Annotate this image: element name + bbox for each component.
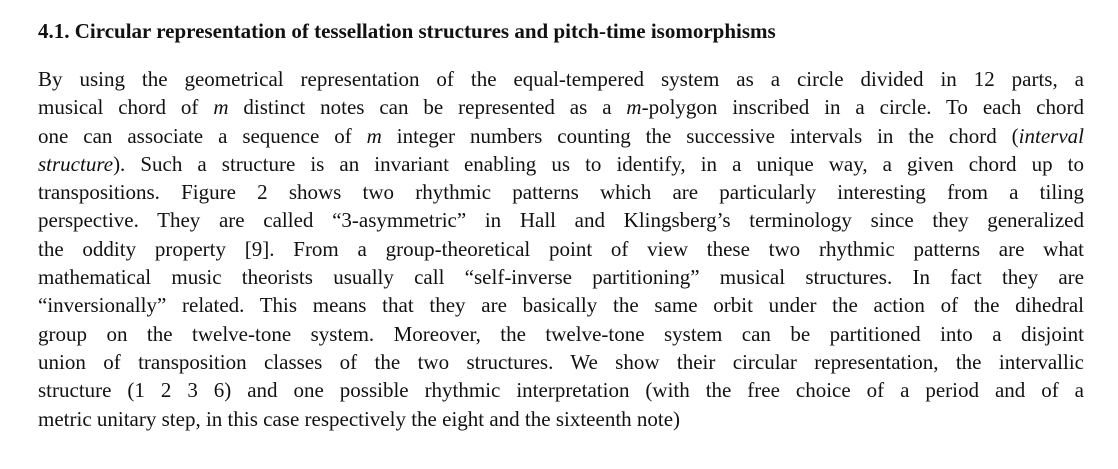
text-run: distinct notes can be represented as a bbox=[228, 95, 627, 120]
text-run: “inversionally” related. This means that they are basically the same orbit under the action of the dihedral bbox=[38, 293, 1084, 318]
text-run: group on the twelve-tone system. Moreover, the twelve-tone system can be partitioned into a disjoint bbox=[38, 321, 1084, 346]
italic-text: structure bbox=[38, 151, 114, 176]
text-run: -polygon inscribed in a circle. To each chord bbox=[641, 95, 1084, 120]
body-paragraph bbox=[38, 65, 1084, 433]
italic-text: m bbox=[626, 95, 642, 120]
paragraph-line bbox=[38, 348, 1084, 376]
text-run: the oddity property [9]. From a group-theoretical point of view these two rhythmic patterns are what bbox=[38, 236, 1084, 261]
text-run: By using the geometrical representation of the equal-tempered system as a circle divided in 12 parts, a bbox=[38, 67, 1084, 91]
paper-page bbox=[38, 16, 1084, 433]
paragraph-line bbox=[38, 235, 1084, 263]
text-run: structure (1 2 3 6) and one possible rhythmic interpretation (with the free choice of a period and of a bbox=[38, 378, 1084, 403]
paragraph-line bbox=[38, 291, 1084, 319]
paragraph-line bbox=[38, 263, 1084, 291]
italic-text: m bbox=[366, 123, 382, 148]
paragraph-line bbox=[38, 178, 1084, 206]
paragraph-line bbox=[38, 65, 1084, 93]
text-run: union of transposition classes of the two structures. We show their circular representation, the intervallic bbox=[38, 349, 1084, 374]
paragraph-line bbox=[38, 320, 1084, 348]
text-run: integer numbers counting the successive intervals in the chord ( bbox=[381, 123, 1019, 148]
italic-text: m bbox=[213, 95, 229, 120]
text-run: ). Such a structure is an invariant enabling us to identify, in a unique way, a given chord up to bbox=[113, 151, 1084, 176]
section-heading: 4.1. Circular representation of tessellation structures and pitch-time isomorphisms bbox=[38, 19, 776, 43]
paragraph-line bbox=[38, 405, 1084, 433]
text-run: mathematical music theorists usually call “self-inverse partitioning” musical structures. In fact they are bbox=[38, 265, 1084, 290]
text-run: musical chord of bbox=[38, 95, 214, 120]
paragraph-line bbox=[38, 206, 1084, 234]
paragraph-line bbox=[38, 150, 1084, 178]
paragraph-line bbox=[38, 93, 1084, 121]
text-run: transpositions. Figure 2 shows two rhythmic patterns which are particularly interesting from a tiling bbox=[38, 180, 1084, 205]
italic-text: interval bbox=[1018, 123, 1084, 148]
text-run: metric unitary step, in this case respectively the eight and the sixteenth note) bbox=[38, 406, 681, 431]
text-run: one can associate a sequence of bbox=[38, 123, 367, 148]
paragraph-line bbox=[38, 376, 1084, 404]
text-run: perspective. They are called “3-asymmetric” in Hall and Klingsberg’s terminology since they generalized bbox=[38, 208, 1084, 233]
paragraph-line bbox=[38, 122, 1084, 150]
